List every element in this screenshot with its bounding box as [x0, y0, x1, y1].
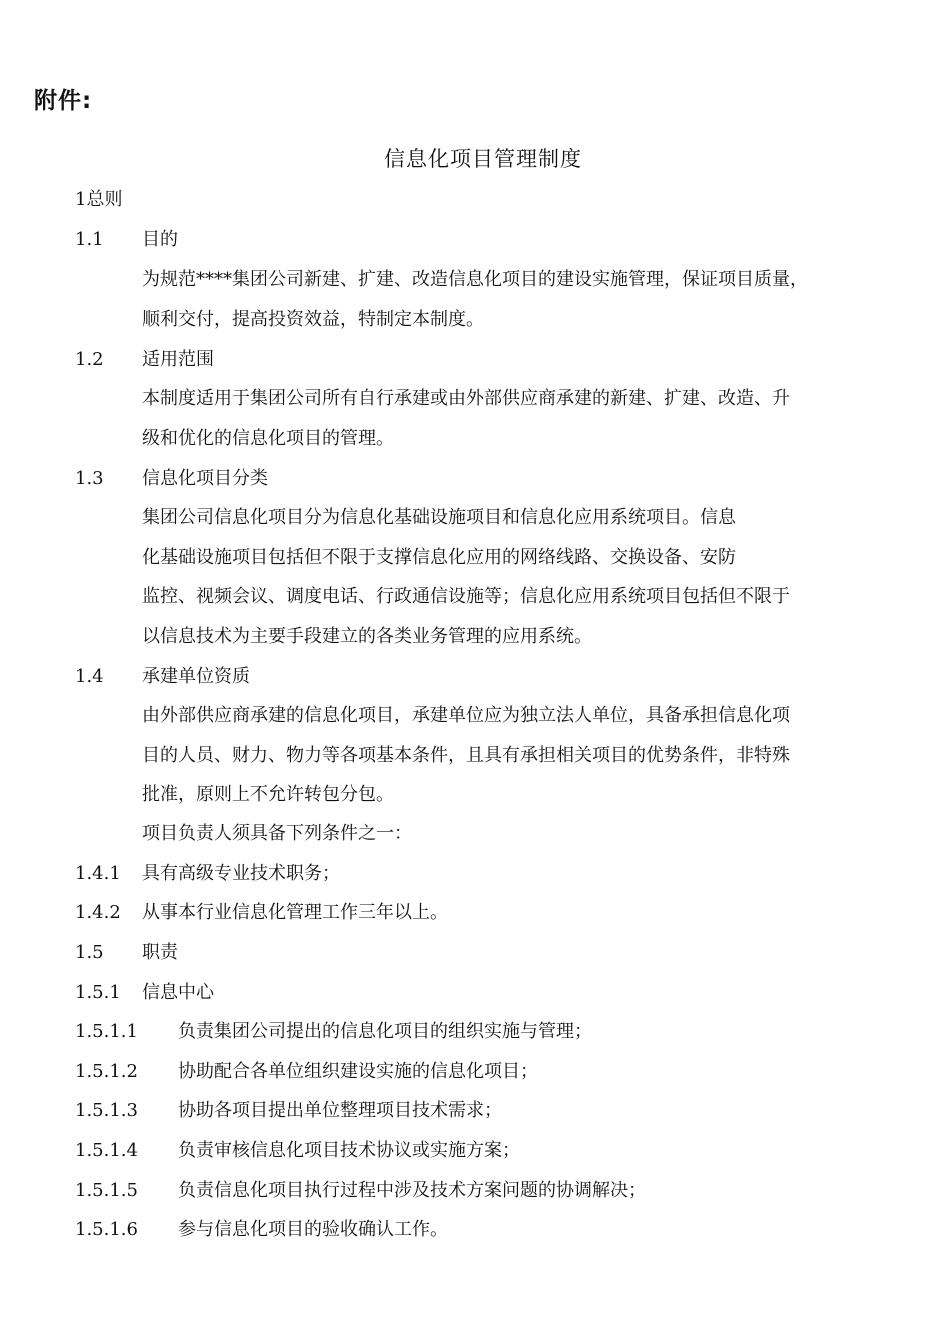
item-text: 参与信息化项目的验收确认工作。 — [178, 1219, 448, 1240]
item-number: 1.5.1.1 — [75, 1021, 138, 1042]
section-title: 适用范围 — [142, 349, 214, 370]
section-number: 1.1 — [75, 229, 104, 250]
paragraph-text: 目的人员、财力、物力等各项基本条件，且具有承担相关项目的优势条件，非特殊 — [142, 745, 790, 766]
item-text: 负责集团公司提出的信息化项目的组织实施与管理； — [178, 1021, 592, 1042]
subsection-number: 1.5.1 — [75, 982, 121, 1003]
paragraph-text: 集团公司信息化项目分为信息化基础设施项目和信息化应用系统项目。信息 — [142, 507, 736, 528]
paragraph-text: 化基础设施项目包括但不限于支撑信息化应用的网络线路、交换设备、安防 — [142, 547, 736, 568]
section-number: 1.5 — [75, 942, 104, 963]
chapter-label: 1总则 — [75, 189, 123, 210]
item-number: 1.5.1.6 — [75, 1219, 138, 1240]
item-text: 从事本行业信息化管理工作三年以上。 — [142, 902, 448, 923]
item-number: 1.5.1.5 — [75, 1180, 138, 1201]
paragraph-text: 为规范****集团公司新建、扩建、改造信息化项目的建设实施管理，保证项目质量， — [142, 269, 808, 290]
paragraph-text: 级和优化的信息化项目的管理。 — [142, 428, 394, 449]
attachment-label: 附件: — [34, 88, 93, 114]
paragraph-text: 批准，原则上不允许转包分包。 — [142, 784, 394, 805]
paragraph-text: 项目负责人须具备下列条件之一： — [142, 823, 412, 844]
item-text: 具有高级专业技术职务； — [142, 863, 340, 884]
item-text: 负责审核信息化项目技术协议或实施方案； — [178, 1140, 520, 1161]
paragraph-text: 顺利交付，提高投资效益，特制定本制度。 — [142, 309, 484, 330]
section-title: 承建单位资质 — [142, 666, 250, 687]
paragraph-text: 由外部供应商承建的信息化项目，承建单位应为独立法人单位，具备承担信息化项 — [142, 705, 790, 726]
section-title: 信息化项目分类 — [142, 468, 268, 489]
item-text: 负责信息化项目执行过程中涉及技术方案问题的协调解决； — [178, 1180, 646, 1201]
section-title: 职责 — [142, 942, 178, 963]
subsection-title: 信息中心 — [142, 982, 214, 1003]
item-number: 1.5.1.3 — [75, 1100, 138, 1121]
item-number: 1.5.1.2 — [75, 1061, 138, 1082]
section-title: 目的 — [142, 229, 178, 250]
item-number: 1.5.1.4 — [75, 1140, 138, 1161]
document-title: 信息化项目管理制度 — [384, 147, 582, 171]
section-number: 1.2 — [75, 349, 104, 370]
section-number: 1.4 — [75, 666, 104, 687]
paragraph-text: 本制度适用于集团公司所有自行承建或由外部供应商承建的新建、扩建、改造、升 — [142, 388, 790, 409]
paragraph-text: 以信息技术为主要手段建立的各类业务管理的应用系统。 — [142, 626, 592, 647]
paragraph-text: 监控、视频会议、调度电话、行政通信设施等；信息化应用系统项目包括但不限于 — [142, 586, 790, 607]
section-number: 1.3 — [75, 468, 104, 489]
item-number: 1.4.1 — [75, 863, 121, 884]
item-number: 1.4.2 — [75, 902, 121, 923]
item-text: 协助各项目提出单位整理项目技术需求； — [178, 1100, 502, 1121]
item-text: 协助配合各单位组织建设实施的信息化项目； — [178, 1061, 538, 1082]
